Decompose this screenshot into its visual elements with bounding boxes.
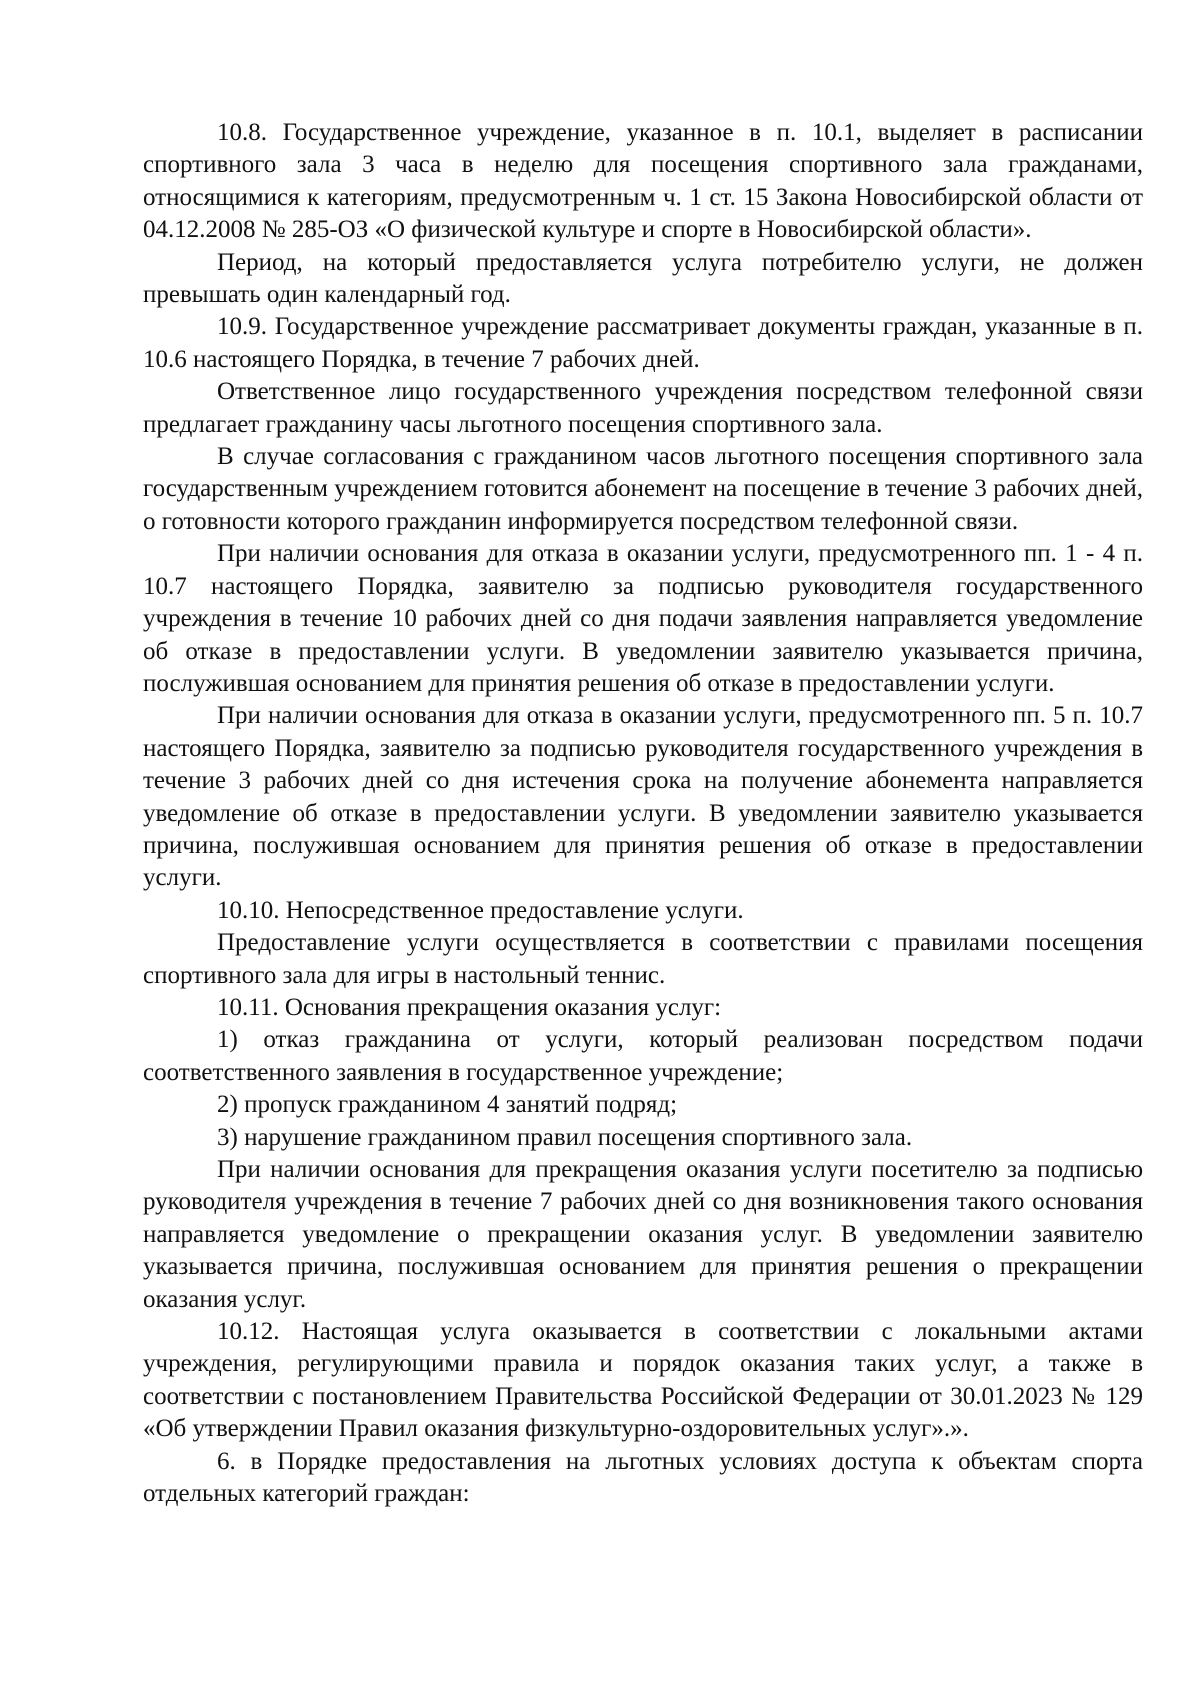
paragraph-service-rules: Предоставление услуги осуществляется в соответствии с правилами посещения спортивного зала для игры в настольный теннис. [143, 929, 1143, 989]
paragraph-10-11: 10.11. Основания прекращения оказания услуг: [217, 993, 722, 1021]
paragraph-10-10: 10.10. Непосредственное предоставление услуги. [217, 896, 744, 924]
paragraph-item-6: 6. в Порядке предоставления на льготных условиях доступа к объектам спорта отдельных категорий граждан: [143, 1447, 1143, 1508]
paragraph-10-9: 10.9. Государственное учреждение рассматривает документы граждан, указанные в п. 10.6 настоящего Порядка, в течение 7 рабочих дней. [143, 313, 1143, 373]
paragraph-agreement: В случае согласования с гражданином часов льготного посещения спортивного зала государственным учреждением готовится абонемент на посещение в течение 3 рабочих дней, о готовности которого гражданин информируется посредством телефонной связи. [143, 443, 1143, 535]
list-item-1: 1) отказ гражданина от услуги, который реализован посредством подачи соответственного заявления в государственное учреждение; [143, 1026, 1143, 1086]
document-page [143, 117, 1143, 1510]
list-item-2: 2) пропуск гражданином 4 занятий подряд; [217, 1091, 678, 1119]
paragraph-10-12: 10.12. Настоящая услуга оказывается в соответствии с локальными актами учреждения, регулирующими правила и порядок оказания таких услуг, а также в соответствии с постановлением Правительства Российской Федерации от 30.01.2023 № 129 «Об утверждении Правил оказания физкультурно-оздоровительных услуг».». [143, 1318, 1143, 1443]
paragraph-10-8: 10.8. Государственное учреждение, указанное в п. 10.1, выделяет в расписании спортивного зала 3 часа в неделю для посещения спортивного зала гражданами, относящимися к категориям, предусмотренным ч. 1 ст. 15 Закона Новосибирской области от 04.12.2008 № 285-ОЗ «О физической культуре и спорте в Новосибирской области». [143, 119, 1143, 244]
paragraph-refusal-1-4: При наличии основания для отказа в оказании услуги, предусмотренного пп. 1 - 4 п. 10.7 настоящего Порядка, заявителю за подписью руководителя государственного учреждения в течение 10 рабочих дней со дня подачи заявления направляется уведомление об отказе в предоставлении услуги. В уведомлении заявителю указывается причина, послужившая основанием для принятия решения об отказе в предоставлении услуги. [143, 540, 1143, 697]
paragraph-refusal-5: При наличии основания для отказа в оказании услуги, предусмотренного пп. 5 п. 10.7 настоящего Порядка, заявителю за подписью руководителя государственного учреждения в течение 3 рабочих дней со дня истечения срока на получение абонемента направляется уведомление об отказе в предоставлении услуги. В уведомлении заявителю указывается причина, послужившая основанием для принятия решения об отказе в предоставлении услуги. [143, 702, 1143, 892]
list-item-3: 3) нарушение гражданином правил посещения спортивного зала. [217, 1123, 913, 1151]
paragraph-service-period: Период, на который предоставляется услуга потребителю услуги, не должен превышать один календарный год. [143, 248, 1143, 309]
paragraph-termination: При наличии основания для прекращения оказания услуги посетителю за подписью руководителя учреждения в течение 7 рабочих дней со дня возникновения такого основания направляется уведомление о прекращении оказания услуг. В уведомлении заявителю указывается причина, послужившая основанием для принятия решения о прекращении оказания услуг. [143, 1156, 1143, 1313]
paragraph-responsible-person: Ответственное лицо государственного учреждения посредством телефонной связи предлагает гражданину часы льготного посещения спортивного зала. [143, 378, 1143, 438]
